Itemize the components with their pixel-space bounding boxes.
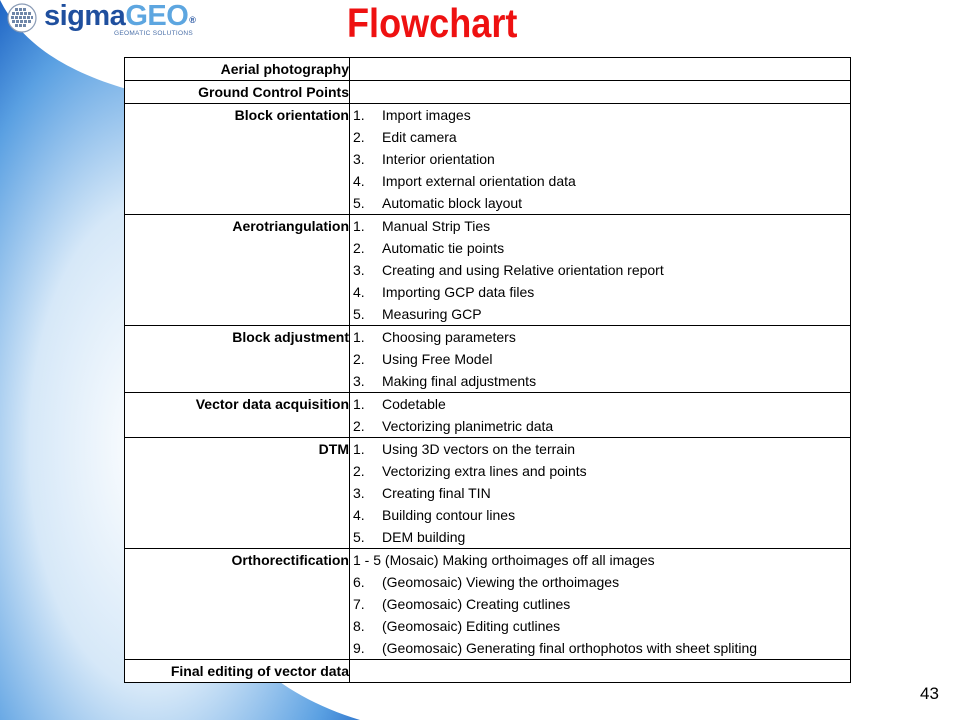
brand-name: sigmaGEO® <box>44 0 196 32</box>
list-item: 1. Codetable <box>353 396 446 412</box>
step-label: DTM <box>125 438 350 549</box>
list-item: 3. Interior orientation <box>353 151 495 167</box>
table-row <box>125 58 851 81</box>
list-item: 1. Choosing parameters <box>353 329 516 345</box>
step-details <box>350 549 851 660</box>
step-label: Orthorectification <box>125 549 350 660</box>
step-details <box>350 326 851 393</box>
step-details <box>350 393 851 438</box>
step-label: Aerotriangulation <box>125 215 350 326</box>
list-item: 2. Automatic tie points <box>353 240 505 256</box>
list-item: 1 - 5 (Mosaic) Making orthoimages off all images <box>353 552 655 568</box>
table-row <box>125 81 851 104</box>
list-item: 5. Automatic block layout <box>353 195 523 211</box>
list-item: 2. Vectorizing extra lines and points <box>353 463 587 479</box>
list-item: 3. Creating final TIN <box>353 485 491 501</box>
step-label: Final editing of vector data <box>125 660 350 683</box>
list-item: 1. Import images <box>353 107 471 123</box>
flowchart-table <box>124 57 851 683</box>
page-number: 43 <box>920 684 939 703</box>
step-label: Vector data acquisition <box>125 393 350 438</box>
step-details <box>350 215 851 326</box>
list-item: 1. Manual Strip Ties <box>353 218 491 234</box>
list-item <box>350 81 850 103</box>
page-title: Flowchart <box>347 0 518 46</box>
table-row <box>125 393 851 438</box>
sigmageo-logo <box>6 2 206 46</box>
list-item: 4. Importing GCP data files <box>353 284 535 300</box>
step-details <box>350 660 851 683</box>
list-item: 9. (Geomosaic) Generating final orthophotos with sheet spliting <box>353 640 758 656</box>
list-item: 2. Using Free Model <box>353 351 493 367</box>
list-item: 4. Building contour lines <box>353 507 516 523</box>
step-details <box>350 438 851 549</box>
list-item: 3. Creating and using Relative orientation report <box>353 262 664 278</box>
table-row <box>125 549 851 660</box>
list-item: 4. Import external orientation data <box>353 173 576 189</box>
table-row <box>125 438 851 549</box>
list-item: 6. (Geomosaic) Viewing the orthoimages <box>353 574 620 590</box>
table-row <box>125 326 851 393</box>
step-label: Block orientation <box>125 104 350 215</box>
list-item: 3. Making final adjustments <box>353 373 537 389</box>
step-label: Aerial photography <box>125 58 350 81</box>
list-item: 1. Using 3D vectors on the terrain <box>353 441 575 457</box>
step-details <box>350 104 851 215</box>
list-item <box>350 660 850 682</box>
list-item <box>350 58 850 80</box>
table-row <box>125 660 851 683</box>
step-details <box>350 58 851 81</box>
step-label: Block adjustment <box>125 326 350 393</box>
list-item: 2. Edit camera <box>353 129 457 145</box>
brand-tagline: GEOMATIC SOLUTIONS <box>114 30 193 37</box>
list-item: 7. (Geomosaic) Creating cutlines <box>353 596 571 612</box>
list-item: 8. (Geomosaic) Editing cutlines <box>353 618 561 634</box>
list-item: 5. DEM building <box>353 529 466 545</box>
list-item: 5. Measuring GCP <box>353 306 482 322</box>
globe-icon <box>6 2 38 34</box>
list-item: 2. Vectorizing planimetric data <box>353 418 554 434</box>
step-label: Ground Control Points <box>125 81 350 104</box>
table-row <box>125 104 851 215</box>
step-details <box>350 81 851 104</box>
table-row <box>125 215 851 326</box>
